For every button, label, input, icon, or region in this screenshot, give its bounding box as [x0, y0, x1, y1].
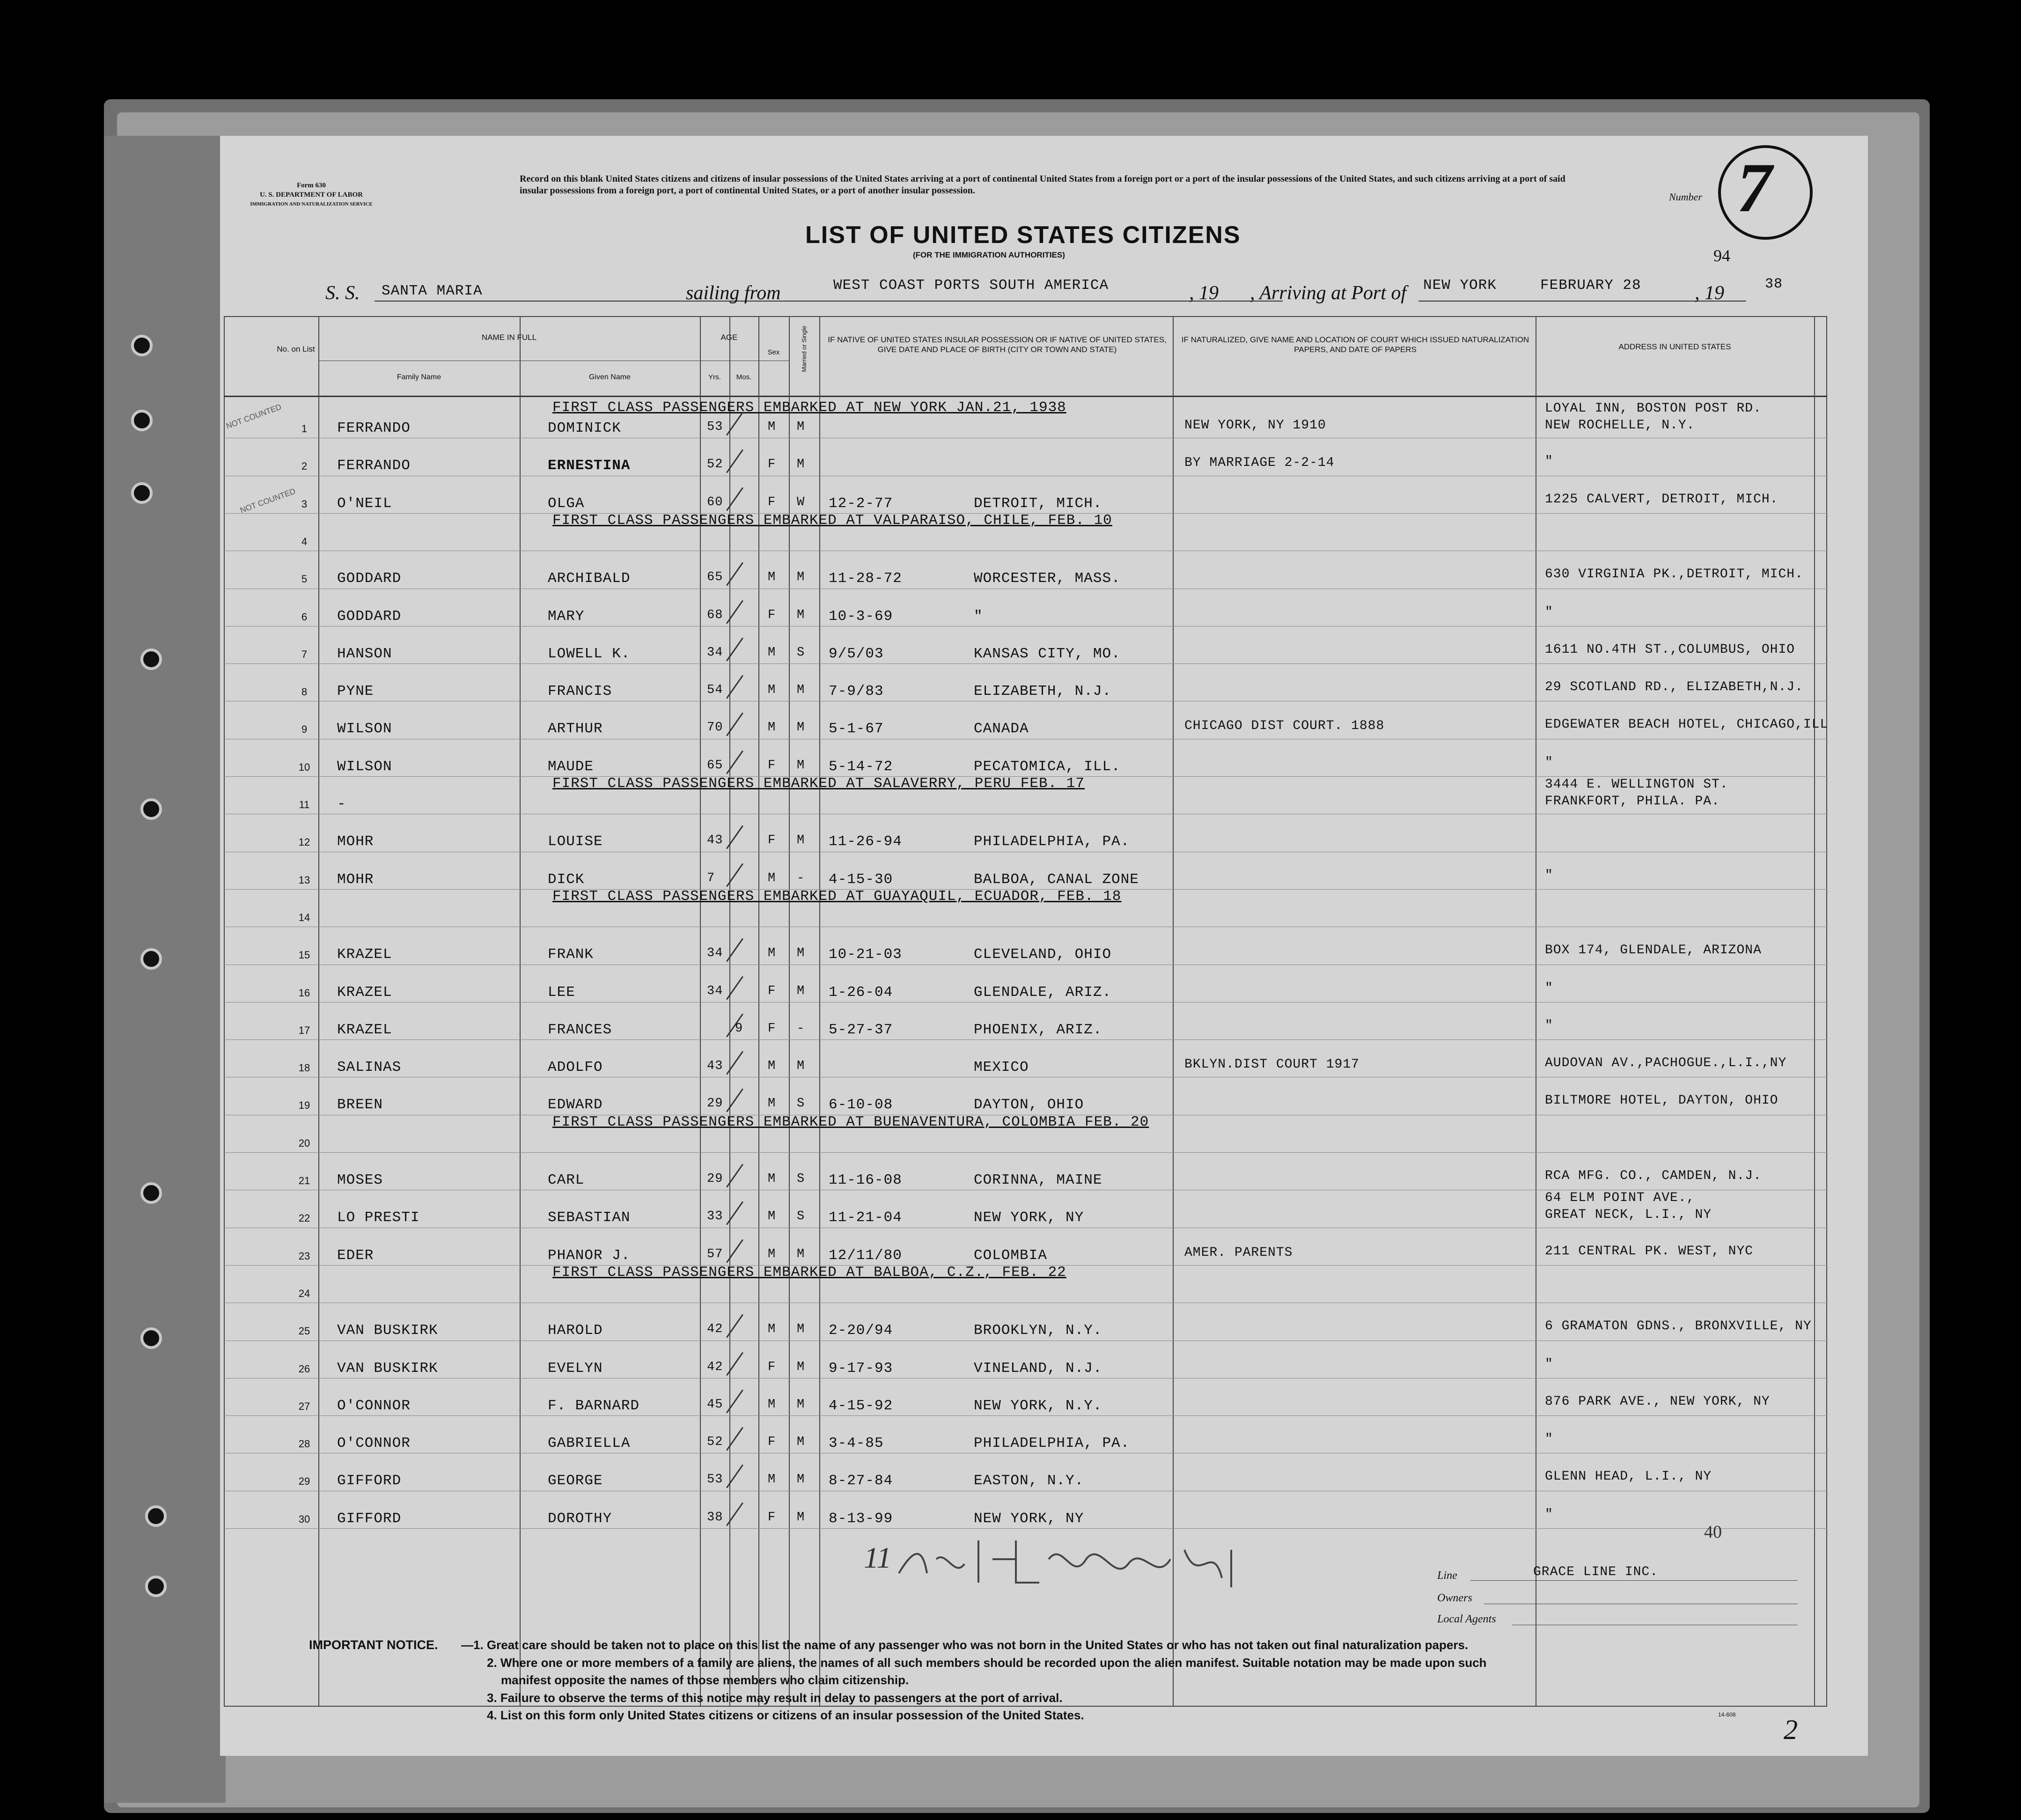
- given-name: MAUDE: [548, 758, 594, 775]
- row-number: 16: [298, 987, 310, 999]
- marital-status: M: [797, 721, 805, 735]
- birth-place: ": [974, 608, 983, 625]
- ss-label: S. S.: [325, 282, 360, 304]
- row-number: 4: [301, 535, 308, 547]
- header-birth: IF NATIVE OF UNITED STATES INSULAR POSSESSION OR IF NATIVE OF UNITED STATES, GIVE DATE AND PLACE OF BIRTH (CITY OR TOWN AND STATE): [828, 335, 1167, 354]
- age-years: 65: [707, 570, 723, 585]
- row-rule: [224, 1152, 1827, 1153]
- birth-date: 2-20/94: [829, 1322, 893, 1339]
- address: LOYAL INN, BOSTON POST RD.: [1545, 401, 1762, 416]
- address: 64 ELM POINT AVE.,: [1545, 1191, 1695, 1206]
- family-name: VAN BUSKIRK: [337, 1322, 438, 1339]
- sex: M: [768, 721, 776, 735]
- arrival-port: NEW YORK: [1423, 277, 1497, 294]
- form-subtitle: (FOR THE IMMIGRATION AUTHORITIES): [913, 251, 1065, 259]
- birth-place: EASTON, N.Y.: [974, 1473, 1084, 1489]
- given-name: FRANCIS: [548, 683, 612, 700]
- header-name: NAME IN FULL: [481, 333, 537, 342]
- age-years: 70: [707, 721, 723, 735]
- marital-status: M: [797, 984, 805, 998]
- address: ": [1545, 1432, 1553, 1447]
- sex: M: [768, 946, 776, 961]
- given-name: ARTHUR: [548, 721, 603, 737]
- birth-place: NEW YORK, N.Y.: [974, 1397, 1102, 1414]
- notice-item-4: 4. List on this form only United States citizens or citizens of an insular possession of the United States.: [487, 1708, 1084, 1722]
- arrival-date: FEBRUARY 28: [1540, 277, 1641, 294]
- birth-place: NEW YORK, NY: [974, 1510, 1084, 1527]
- age-years: 68: [707, 608, 723, 622]
- not-counted-stamp: NOT COUNTED: [225, 402, 283, 431]
- sex: M: [768, 1172, 776, 1186]
- page-total: 40: [1704, 1522, 1722, 1542]
- not-counted-stamp: NOT COUNTED: [239, 486, 297, 515]
- header-family: Family Name: [397, 373, 441, 381]
- owners-label: Owners: [1437, 1592, 1472, 1604]
- birth-date: 3-4-85: [829, 1435, 884, 1452]
- row-rule: [224, 1415, 1827, 1416]
- family-name: FERRANDO: [337, 420, 411, 436]
- form-title: LIST OF UNITED STATES CITIZENS: [805, 221, 1241, 249]
- age-years: 45: [707, 1397, 723, 1412]
- given-name: ARCHIBALD: [548, 570, 631, 587]
- sex: F: [768, 984, 776, 998]
- marital-status: M: [797, 946, 805, 961]
- age-years: 34: [707, 984, 723, 998]
- address-line-2: GREAT NECK, L.I., NY: [1545, 1208, 1712, 1223]
- family-name: O'NEIL: [337, 495, 392, 512]
- family-name: KRAZEL: [337, 946, 392, 963]
- age-years: 29: [707, 1097, 723, 1111]
- birth-date: 8-13-99: [829, 1510, 893, 1527]
- sex: F: [768, 758, 776, 773]
- birth-place: BROOKLYN, N.Y.: [974, 1322, 1102, 1339]
- age-years: 43: [707, 1059, 723, 1074]
- given-name: HAROLD: [548, 1322, 603, 1339]
- birth-place: PHILADELPHIA, PA.: [974, 1435, 1130, 1452]
- marital-status: M: [797, 420, 805, 434]
- marital-status: M: [797, 758, 805, 773]
- naturalization: NEW YORK, NY 1910: [1184, 418, 1326, 433]
- row-number: 20: [298, 1137, 310, 1149]
- handwritten-count: 11: [864, 1541, 892, 1574]
- family-name: O'CONNOR: [337, 1397, 411, 1414]
- number-label: Number: [1669, 191, 1702, 203]
- age-years: 33: [707, 1209, 723, 1224]
- row-number: 29: [298, 1475, 310, 1488]
- age-years: 53: [707, 420, 723, 434]
- given-name: LEE: [548, 984, 575, 1001]
- row-number: 12: [298, 836, 310, 848]
- birth-date: 10-21-03: [829, 946, 902, 963]
- year-prefix-2: , 19: [1695, 282, 1724, 304]
- given-name: GEORGE: [548, 1473, 603, 1489]
- age-years: 42: [707, 1322, 723, 1337]
- age-years: 52: [707, 457, 723, 472]
- row-number: 8: [301, 686, 308, 698]
- binding-strip: [104, 136, 226, 1803]
- row-number: 6: [301, 611, 308, 623]
- age-years: 54: [707, 683, 723, 698]
- age-months: 9: [735, 1021, 743, 1036]
- row-number: 14: [298, 911, 310, 923]
- sex: F: [768, 1435, 776, 1450]
- sex: F: [768, 833, 776, 848]
- family-name: WILSON: [337, 758, 392, 775]
- birth-place: CLEVELAND, OHIO: [974, 946, 1112, 963]
- age-years: 52: [707, 1435, 723, 1450]
- given-name: GABRIELLA: [548, 1435, 631, 1452]
- birth-place: CORINNA, MAINE: [974, 1172, 1102, 1188]
- birth-place: DETROIT, MICH.: [974, 495, 1102, 512]
- sex: M: [768, 645, 776, 660]
- birth-place: VINELAND, N.J.: [974, 1360, 1102, 1377]
- notice-item-1: —1. Great care should be taken not to place on this list the name of any passenger who was not born in the United States or who has not taken out final naturalization papers.: [461, 1638, 1469, 1652]
- marital-status: M: [797, 1360, 805, 1374]
- age-years: 34: [707, 946, 723, 961]
- sex: M: [768, 1473, 776, 1487]
- address: BOX 174, GLENDALE, ARIZONA: [1545, 943, 1762, 958]
- family-name: VAN BUSKIRK: [337, 1360, 438, 1377]
- row-number: 7: [301, 648, 308, 660]
- row-number: 30: [298, 1513, 310, 1525]
- family-name: FERRANDO: [337, 457, 411, 474]
- family-name: MOHR: [337, 871, 374, 888]
- row-number: 18: [298, 1062, 310, 1074]
- arrival-year: 38: [1765, 276, 1783, 292]
- row-number: 3: [301, 498, 308, 510]
- given-name: OLGA: [548, 495, 585, 512]
- birth-place: CANADA: [974, 721, 1029, 737]
- given-name: FRANK: [548, 946, 594, 963]
- birth-date: 8-27-84: [829, 1473, 893, 1489]
- row-number: 10: [298, 761, 310, 773]
- manifest-page: [220, 136, 1868, 1756]
- naturalization: BY MARRIAGE 2-2-14: [1184, 456, 1335, 471]
- sex: M: [768, 570, 776, 585]
- header-marital: Married or Single: [801, 325, 808, 372]
- age-years: 7: [707, 871, 715, 885]
- birth-date: 4-15-30: [829, 871, 893, 888]
- given-name: SEBASTIAN: [548, 1209, 631, 1226]
- row-number: 17: [298, 1024, 310, 1036]
- address-line-2: FRANKFORT, PHILA. PA.: [1545, 794, 1720, 809]
- row-number: 2: [301, 460, 308, 472]
- address: 3444 E. WELLINGTON ST.: [1545, 777, 1728, 792]
- age-years: 42: [707, 1360, 723, 1374]
- address: 6 GRAMATON GDNS., BRONXVILLE, NY: [1545, 1319, 1812, 1334]
- birth-place: MEXICO: [974, 1059, 1029, 1076]
- section-heading: FIRST CLASS PASSENGERS EMBARKED AT BUENAVENTURA, COLOMBIA FEB. 20: [552, 1113, 1149, 1130]
- birth-date: 11-21-04: [829, 1209, 902, 1226]
- birth-place: COLOMBIA: [974, 1247, 1047, 1264]
- marital-status: S: [797, 1172, 805, 1186]
- family-name: PYNE: [337, 683, 374, 700]
- family-name: O'CONNOR: [337, 1435, 411, 1452]
- address: 29 SCOTLAND RD., ELIZABETH,N.J.: [1545, 680, 1803, 695]
- marital-status: M: [797, 1322, 805, 1337]
- header-naturalized: IF NATURALIZED, GIVE NAME AND LOCATION OF COURT WHICH ISSUED NATURALIZATION PAPERS, AND DATE OF PAPERS: [1181, 335, 1529, 354]
- birth-place: NEW YORK, NY: [974, 1209, 1084, 1226]
- row-number: 26: [298, 1363, 310, 1375]
- address: 630 VIRGINIA PK.,DETROIT, MICH.: [1545, 567, 1803, 582]
- address: ": [1545, 1507, 1553, 1522]
- row-number: 15: [298, 949, 310, 961]
- marital-status: S: [797, 645, 805, 660]
- birth-date: 7-9/83: [829, 683, 884, 700]
- marital-status: M: [797, 570, 805, 585]
- address: ": [1545, 1356, 1553, 1371]
- address: 1611 NO.4TH ST.,COLUMBUS, OHIO: [1545, 642, 1795, 657]
- given-name: ADOLFO: [548, 1059, 603, 1076]
- header-sex: Sex: [767, 348, 780, 356]
- section-heading: FIRST CLASS PASSENGERS EMBARKED AT GUAYAQUIL, ECUADOR, FEB. 18: [552, 888, 1122, 905]
- address: 876 PARK AVE., NEW YORK, NY: [1545, 1394, 1770, 1409]
- given-name: F. BARNARD: [548, 1397, 640, 1414]
- given-name: LOUISE: [548, 833, 603, 850]
- age-years: 57: [707, 1247, 723, 1261]
- given-name: LOWELL K.: [548, 645, 631, 662]
- row-rule: [224, 663, 1827, 664]
- birth-place: ELIZABETH, N.J.: [974, 683, 1112, 700]
- marital-status: M: [797, 1435, 805, 1450]
- family-name: MOSES: [337, 1172, 383, 1188]
- sex: M: [768, 1097, 776, 1111]
- address: AUDOVAN AV.,PACHOGUE.,L.I.,NY: [1545, 1056, 1787, 1071]
- notice-title: IMPORTANT NOTICE.: [309, 1638, 438, 1652]
- marital-status: M: [797, 1473, 805, 1487]
- marital-status: S: [797, 1097, 805, 1111]
- row-number: 25: [298, 1325, 310, 1337]
- sex: M: [768, 1059, 776, 1074]
- given-name: DICK: [548, 871, 585, 888]
- address: ": [1545, 604, 1553, 619]
- ship-name: SANTA MARIA: [382, 283, 483, 299]
- section-heading: FIRST CLASS PASSENGERS EMBARKED AT SALAVERRY, PERU FEB. 17: [552, 775, 1085, 792]
- marital-status: M: [797, 833, 805, 848]
- birth-date: 9/5/03: [829, 645, 884, 662]
- sex: M: [768, 871, 776, 885]
- naturalization: CHICAGO DIST COURT. 1888: [1184, 719, 1385, 734]
- sex: M: [768, 1322, 776, 1337]
- birth-place: BALBOA, CANAL ZONE: [974, 871, 1139, 888]
- arriving-label: , Arriving at Port of: [1250, 282, 1407, 304]
- sex: F: [768, 1021, 776, 1036]
- marital-status: -: [797, 871, 805, 885]
- row-number: 21: [298, 1175, 310, 1186]
- marital-status: W: [797, 495, 805, 509]
- page-stamp: 94: [1713, 246, 1730, 265]
- family-name: LO PRESTI: [337, 1209, 420, 1226]
- birth-place: DAYTON, OHIO: [974, 1097, 1084, 1113]
- sex: M: [768, 1397, 776, 1412]
- sex: M: [768, 1209, 776, 1224]
- notice-item-3: 3. Failure to observe the terms of this notice may result in delay to passengers at the port of arrival.: [487, 1691, 1063, 1705]
- birth-date: 11-26-94: [829, 833, 902, 850]
- age-years: 34: [707, 645, 723, 660]
- family-name: KRAZEL: [337, 984, 392, 1001]
- birth-date: 4-15-92: [829, 1397, 893, 1414]
- corner-mark: 2: [1784, 1714, 1798, 1745]
- service-label: IMMIGRATION AND NATURALIZATION SERVICE: [250, 201, 373, 207]
- age-years: 65: [707, 758, 723, 773]
- marital-status: M: [797, 1397, 805, 1412]
- instruction-text: Record on this blank United States citizens and citizens of insular possessions of the United States arriving at a port of continental United States from a foreign port or a port of the insular possessions of the United States, and such citizens arriving at a port of said insular possessions from a foreign port, a port of continental United States, or a port of another insular possession.: [520, 174, 1565, 196]
- given-name: DOMINICK: [548, 420, 621, 436]
- header-no: No. on List: [277, 345, 315, 354]
- birth-place: PECATOMICA, ILL.: [974, 758, 1121, 775]
- birth-place: PHILADELPHIA, PA.: [974, 833, 1130, 850]
- family-name: GODDARD: [337, 570, 402, 587]
- row-rule: [224, 1528, 1827, 1529]
- given-name: EVELYN: [548, 1360, 603, 1377]
- family-name: WILSON: [337, 721, 392, 737]
- family-name: KRAZEL: [337, 1021, 392, 1038]
- birth-date: 11-16-08: [829, 1172, 902, 1188]
- sex: F: [768, 495, 776, 509]
- row-number: 1: [301, 423, 308, 435]
- birth-date: 5-27-37: [829, 1021, 893, 1038]
- marital-status: -: [797, 1021, 805, 1036]
- marital-status: M: [797, 1059, 805, 1074]
- row-number: 5: [301, 573, 308, 585]
- age-years: 60: [707, 495, 723, 509]
- birth-place: PHOENIX, ARIZ.: [974, 1021, 1102, 1038]
- section-heading: FIRST CLASS PASSENGERS EMBARKED AT VALPARAISO, CHILE, FEB. 10: [552, 512, 1112, 529]
- address: EDGEWATER BEACH HOTEL, CHICAGO,ILL: [1545, 717, 1829, 732]
- age-years: 29: [707, 1172, 723, 1186]
- family-name: BREEN: [337, 1097, 383, 1113]
- sex: M: [768, 683, 776, 698]
- handwritten-signature: [894, 1531, 1400, 1597]
- given-name: CARL: [548, 1172, 585, 1188]
- address-line-2: NEW ROCHELLE, N.Y.: [1545, 418, 1695, 433]
- family-name: HANSON: [337, 645, 392, 662]
- row-number: 11: [299, 799, 310, 811]
- row-number: 23: [298, 1250, 310, 1262]
- sex: F: [768, 1360, 776, 1374]
- marital-status: S: [797, 1209, 805, 1224]
- department-label: U. S. DEPARTMENT OF LABOR: [259, 191, 363, 199]
- sex: M: [768, 420, 776, 434]
- given-name: ERNESTINA: [548, 457, 631, 474]
- marital-status: M: [797, 608, 805, 622]
- family-name: EDER: [337, 1247, 374, 1264]
- family-name: GIFFORD: [337, 1473, 402, 1489]
- family-name: SALINAS: [337, 1059, 402, 1076]
- given-name: FRANCES: [548, 1021, 612, 1038]
- sex: F: [768, 457, 776, 472]
- address: 211 CENTRAL PK. WEST, NYC: [1545, 1244, 1754, 1259]
- birth-date: 9-17-93: [829, 1360, 893, 1377]
- marital-status: M: [797, 1247, 805, 1261]
- line-label: Line: [1437, 1569, 1457, 1582]
- row-number: 22: [298, 1212, 310, 1224]
- header-mos: Mos.: [736, 373, 752, 381]
- given-name: MARY: [548, 608, 585, 625]
- sex: M: [768, 1247, 776, 1261]
- family-name: GODDARD: [337, 608, 402, 625]
- address: ": [1545, 980, 1553, 995]
- notice-item-2-cont: manifest opposite the names of those members who claim citizenship.: [501, 1673, 909, 1687]
- family-name: MOHR: [337, 833, 374, 850]
- given-name: DOROTHY: [548, 1510, 612, 1527]
- row-number: 28: [298, 1438, 310, 1450]
- line-value: GRACE LINE INC.: [1533, 1565, 1659, 1579]
- birth-place: GLENDALE, ARIZ.: [974, 984, 1112, 1001]
- header-yrs: Yrs.: [708, 373, 721, 381]
- marital-status: M: [797, 457, 805, 472]
- birth-place: WORCESTER, MASS.: [974, 570, 1121, 587]
- form-number: Form 630: [296, 182, 326, 189]
- naturalization: BKLYN.DIST COURT 1917: [1184, 1057, 1360, 1072]
- birth-place: KANSAS CITY, MO.: [974, 645, 1121, 662]
- birth-date: 1-26-04: [829, 984, 893, 1001]
- header-address: ADDRESS IN UNITED STATES: [1618, 342, 1731, 351]
- year-prefix: , 19: [1189, 282, 1219, 304]
- row-number: 24: [298, 1287, 310, 1299]
- family-name: -: [337, 796, 346, 812]
- address: RCA MFG. CO., CAMDEN, N.J.: [1545, 1169, 1762, 1183]
- birth-date: 10-3-69: [829, 608, 893, 625]
- sex: F: [768, 608, 776, 622]
- birth-date: 11-28-72: [829, 570, 902, 587]
- address: BILTMORE HOTEL, DAYTON, OHIO: [1545, 1093, 1778, 1108]
- notice-item-2: 2. Where one or more members of a family are aliens, the names of all such members should be recorded upon the alien manifest. Suitable notation may be made upon such: [487, 1656, 1487, 1670]
- birth-date: 12/11/80: [829, 1247, 902, 1264]
- row-number: 13: [298, 874, 310, 886]
- age-years: 43: [707, 833, 723, 848]
- family-name: GIFFORD: [337, 1510, 402, 1527]
- header-age: AGE: [720, 333, 738, 342]
- sailing-label: sailing from: [686, 282, 781, 304]
- birth-date: 5-14-72: [829, 758, 893, 775]
- section-heading: FIRST CLASS PASSENGERS EMBARKED AT BALBOA, C.Z., FEB. 22: [552, 1264, 1066, 1281]
- number-value: 7: [1737, 149, 1772, 227]
- row-number: 9: [301, 723, 308, 736]
- address: 1225 CALVERT, DETROIT, MICH.: [1545, 492, 1778, 507]
- address: ": [1545, 1018, 1553, 1033]
- sailing-from: WEST COAST PORTS SOUTH AMERICA: [833, 277, 1109, 294]
- marital-status: M: [797, 1510, 805, 1525]
- given-name: PHANOR J.: [548, 1247, 631, 1264]
- birth-date: 12-2-77: [829, 495, 893, 512]
- section-heading: FIRST CLASS PASSENGERS EMBARKED AT NEW YORK JAN.21, 1938: [552, 399, 1066, 416]
- print-code: 14-608: [1718, 1711, 1736, 1718]
- address: ": [1545, 454, 1553, 469]
- row-rule: [224, 1039, 1827, 1040]
- header-given: Given Name: [589, 373, 631, 381]
- birth-date: 5-1-67: [829, 721, 884, 737]
- age-years: 38: [707, 1510, 723, 1525]
- row-number: 27: [298, 1400, 310, 1412]
- address: ": [1545, 755, 1553, 770]
- address: GLENN HEAD, L.I., NY: [1545, 1469, 1712, 1484]
- birth-date: 6-10-08: [829, 1097, 893, 1113]
- given-name: EDWARD: [548, 1097, 603, 1113]
- sex: F: [768, 1510, 776, 1525]
- agents-label: Local Agents: [1437, 1613, 1496, 1625]
- address: ": [1545, 868, 1553, 883]
- marital-status: M: [797, 683, 805, 698]
- age-years: 53: [707, 1473, 723, 1487]
- naturalization: AMER. PARENTS: [1184, 1245, 1293, 1260]
- row-number: 19: [298, 1099, 310, 1112]
